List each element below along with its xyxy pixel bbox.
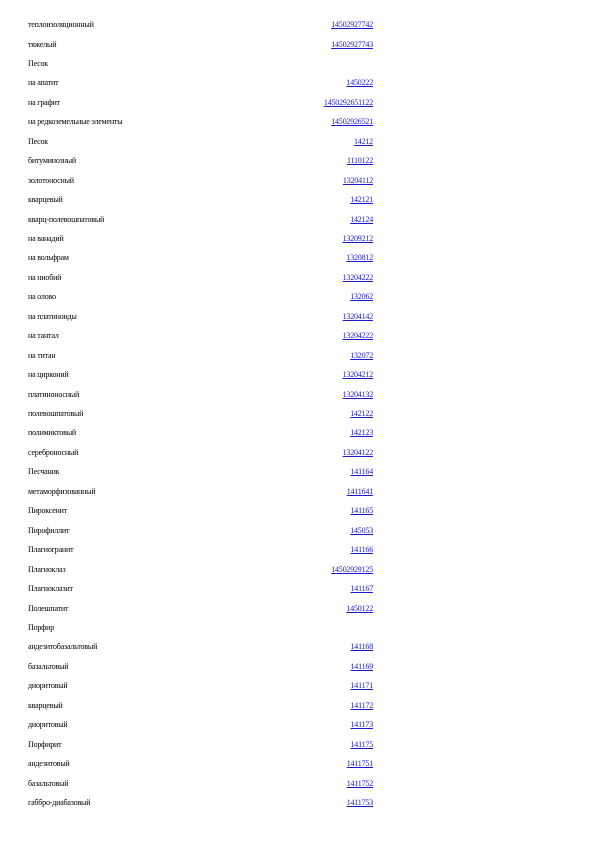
index-code-link[interactable]: 132062 [350, 292, 373, 302]
index-row [0, 798, 595, 812]
index-term: кварцевый [28, 195, 63, 204]
index-row [0, 351, 595, 365]
index-term: Пирофиллит [28, 525, 70, 535]
index-code-link[interactable]: 142122 [350, 409, 373, 418]
index-row [0, 331, 595, 345]
index-row [0, 273, 595, 287]
index-code-link[interactable]: 13204112 [342, 175, 373, 185]
index-row [0, 20, 595, 34]
index-code-link[interactable]: 141164 [350, 467, 373, 477]
index-term: на платиноиды [28, 311, 77, 321]
index-row [0, 662, 595, 676]
index-code-link[interactable]: 13204132 [342, 389, 373, 399]
index-term: базальтовый [28, 661, 69, 671]
index-row [0, 740, 595, 754]
index-row [0, 526, 595, 540]
index-term: на апатит [28, 78, 59, 88]
index-code-link[interactable]: 141175 [350, 739, 373, 749]
index-code-link[interactable]: 1411751 [346, 759, 373, 769]
index-term: золотоносный [28, 175, 74, 185]
index-code-link[interactable]: 142123 [350, 428, 373, 438]
index-row [0, 681, 595, 695]
index-code-link[interactable]: 13204122 [342, 447, 373, 457]
index-code-link[interactable]: 13204142 [342, 311, 373, 321]
index-code-link[interactable]: 142121 [350, 195, 373, 204]
index-code-link[interactable]: 13204212 [342, 370, 373, 380]
index-term: Песок [28, 58, 48, 68]
index-code-link[interactable]: 14502926521 [331, 117, 373, 127]
index-row [0, 390, 595, 404]
index-code-link[interactable]: 14502927743 [331, 39, 373, 49]
index-row [0, 117, 595, 131]
index-term: базальтовый [28, 778, 69, 788]
index-term: на цирконий [28, 370, 69, 380]
index-row [0, 448, 595, 462]
index-code-link[interactable]: 14502927742 [331, 20, 373, 29]
index-term: диоритовый [28, 681, 68, 691]
index-row [0, 701, 595, 715]
index-row [0, 565, 595, 579]
index-term: андезитовый [28, 759, 70, 769]
index-code-link[interactable]: 141169 [350, 661, 373, 671]
index-term: на ниобий [28, 272, 62, 282]
index-code-link[interactable]: 142124 [350, 214, 373, 224]
index-row [0, 215, 595, 229]
index-code-link[interactable]: 141171 [350, 681, 373, 691]
index-code-link[interactable]: 13209212 [342, 233, 373, 243]
index-row [0, 467, 595, 481]
index-code-link[interactable]: 141165 [350, 506, 373, 516]
index-code-link[interactable]: 141167 [350, 584, 373, 593]
index-code-link[interactable]: 145053 [350, 525, 373, 535]
index-row [0, 40, 595, 54]
index-term: метаморфизованный [28, 486, 96, 496]
index-term: на ванадий [28, 233, 64, 243]
index-code-link[interactable]: 1411753 [346, 798, 373, 807]
index-term: сереброносный [28, 447, 79, 457]
index-term: теплоизоляционный [28, 20, 94, 29]
index-term: битуминозный [28, 156, 76, 166]
index-code-link[interactable]: 13204222 [342, 272, 373, 282]
index-code-link[interactable]: 1110122 [346, 156, 373, 166]
index-row [0, 584, 595, 598]
index-code-link[interactable]: 1450122 [346, 603, 373, 613]
index-term: Песчаник [28, 467, 60, 477]
index-term: габбро-диабазовый [28, 798, 91, 807]
index-code-link[interactable]: 1411641 [346, 486, 373, 496]
index-code-link[interactable]: 1320812 [346, 253, 373, 263]
index-row [0, 176, 595, 190]
index-code-link[interactable]: 141166 [350, 545, 373, 555]
index-row [0, 623, 595, 637]
index-row [0, 156, 595, 170]
index-term: на вольфрам [28, 253, 69, 263]
index-term: на тантал [28, 331, 59, 341]
index-term: полевошпатовый [28, 409, 84, 418]
index-term: на олово [28, 292, 56, 302]
index-row [0, 195, 595, 209]
index-term: Полешпатит [28, 603, 69, 613]
index-row [0, 292, 595, 306]
index-term: диоритовый [28, 720, 68, 730]
index-term: на редкоземельные элементы [28, 117, 123, 127]
index-code-link[interactable]: 1450222 [346, 78, 373, 88]
index-code-link[interactable]: 141173 [350, 720, 373, 730]
index-term: Песок [28, 136, 48, 146]
index-row [0, 253, 595, 267]
index-row [0, 370, 595, 384]
index-term: на титан [28, 350, 56, 360]
index-code-link[interactable]: 14502929125 [331, 564, 373, 574]
index-row [0, 642, 595, 656]
index-term: андезитобазальтовый [28, 642, 98, 652]
index-code-link[interactable]: 14212 [353, 136, 373, 146]
index-row [0, 409, 595, 423]
index-row [0, 312, 595, 326]
index-term: тяжелый [28, 39, 57, 49]
index-term: Плагиогранит [28, 545, 74, 555]
index-term: на графит [28, 97, 60, 107]
index-term: Плагиоклазит [28, 584, 73, 593]
index-row [0, 545, 595, 559]
index-term: кварц-полевошпатовый [28, 214, 105, 224]
index-row [0, 487, 595, 501]
index-term: Порфир [28, 622, 55, 632]
index-row [0, 720, 595, 734]
index-row [0, 428, 595, 442]
index-row [0, 604, 595, 618]
index-code-link[interactable]: 1411752 [346, 778, 373, 788]
index-code-link[interactable]: 141172 [350, 700, 373, 710]
index-code-link[interactable]: 13204222 [342, 331, 373, 341]
index-row [0, 759, 595, 773]
index-row [0, 137, 595, 151]
index-row [0, 779, 595, 793]
index-term: полимиктовый [28, 428, 76, 438]
index-row [0, 506, 595, 520]
index-row [0, 59, 595, 73]
index-row [0, 234, 595, 248]
index-code-link[interactable]: 132072 [350, 350, 373, 360]
index-row [0, 78, 595, 92]
index-term: Плагиоклаз [28, 564, 66, 574]
index-term: кварцевый [28, 700, 63, 710]
index-term: платиноносный [28, 389, 80, 399]
index-term: Порфирит [28, 739, 62, 749]
index-row [0, 98, 595, 112]
index-term: Пироксенит [28, 506, 68, 516]
index-code-link[interactable]: 1450292651122 [323, 97, 373, 107]
index-code-link[interactable]: 141168 [350, 642, 373, 652]
